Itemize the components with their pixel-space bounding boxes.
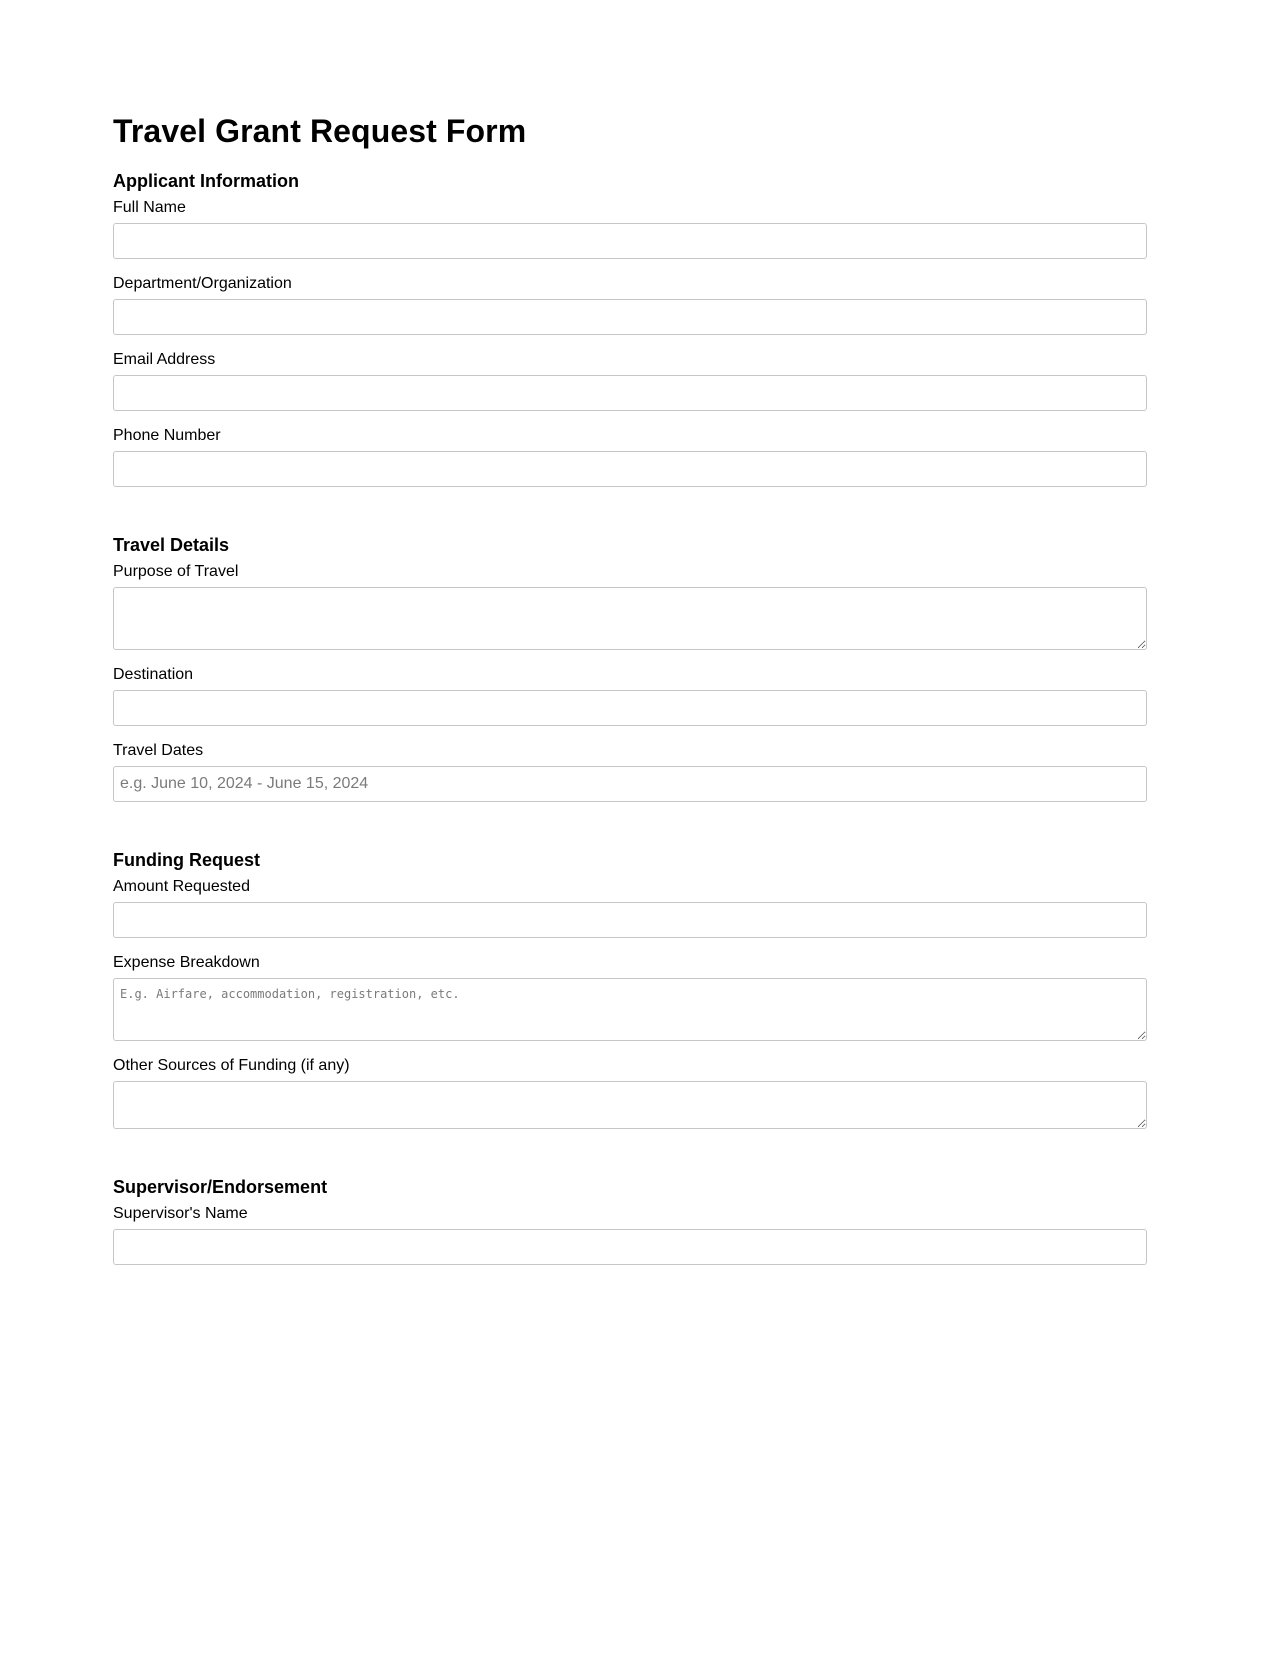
expense-breakdown-textarea[interactable]: [113, 978, 1147, 1041]
travel-dates-label: Travel Dates: [113, 742, 204, 759]
section-travel-details: [113, 534, 1147, 802]
section-heading-travel-details: Travel Details: [113, 535, 230, 555]
destination-input[interactable]: [113, 690, 1147, 726]
other-funding-textarea[interactable]: [113, 1081, 1147, 1129]
section-funding-request: [113, 849, 1147, 1129]
section-heading-funding-request: Funding Request: [113, 850, 260, 870]
section-supervisor-endorsement: [113, 1176, 1147, 1265]
section-heading-supervisor: Supervisor/Endorsement: [113, 1177, 328, 1197]
travel-grant-form: [113, 110, 1147, 1265]
full-name-label: Full Name: [113, 199, 186, 216]
other-funding-label: Other Sources of Funding (if any): [113, 1057, 350, 1074]
amount-input[interactable]: [113, 902, 1147, 938]
purpose-label: Purpose of Travel: [113, 563, 239, 580]
purpose-textarea[interactable]: [113, 587, 1147, 650]
department-input[interactable]: [113, 299, 1147, 335]
phone-input[interactable]: [113, 451, 1147, 487]
amount-label: Amount Requested: [113, 878, 250, 895]
full-name-input[interactable]: [113, 223, 1147, 259]
department-label: Department/Organization: [113, 275, 292, 292]
email-input[interactable]: [113, 375, 1147, 411]
email-label: Email Address: [113, 351, 216, 368]
travel-dates-input[interactable]: [113, 766, 1147, 802]
supervisor-name-label: Supervisor's Name: [113, 1205, 248, 1222]
section-applicant-information: [113, 170, 1147, 487]
destination-label: Destination: [113, 666, 194, 683]
phone-label: Phone Number: [113, 427, 221, 444]
supervisor-name-input[interactable]: [113, 1229, 1147, 1265]
expense-breakdown-label: Expense Breakdown: [113, 954, 260, 971]
section-heading-applicant-information: Applicant Information: [113, 171, 299, 191]
form-title: Travel Grant Request Form: [113, 113, 527, 149]
